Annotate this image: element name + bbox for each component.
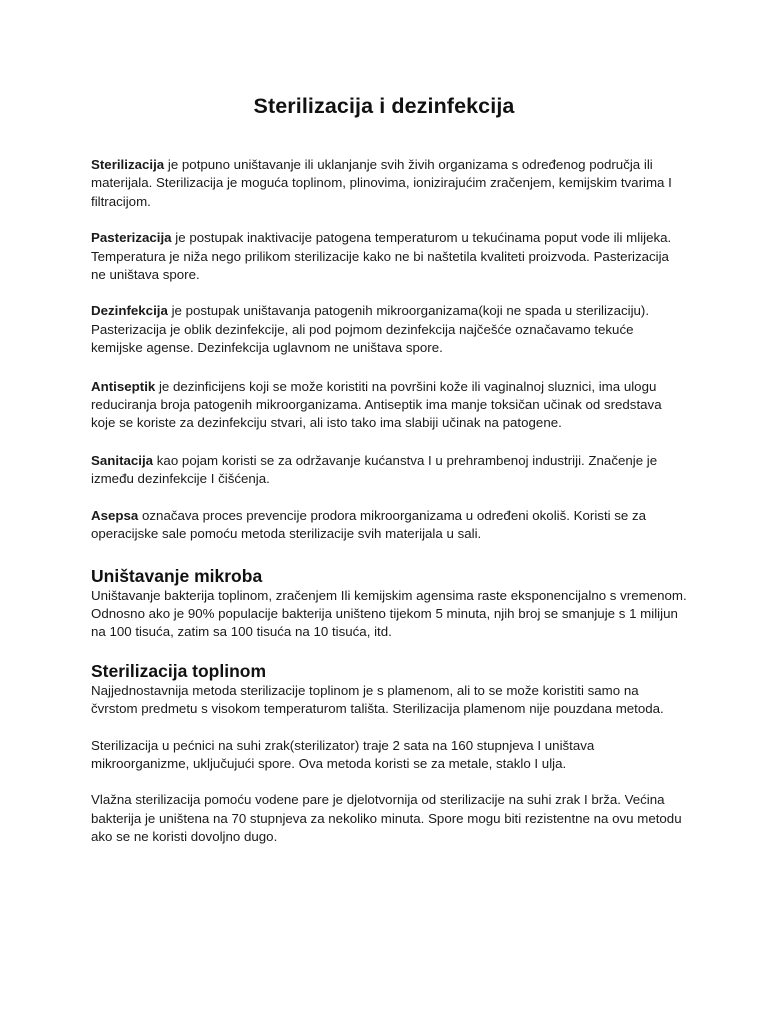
paragraph-sanitacija [91, 452, 687, 489]
paragraph-plamen: Najjednostavnija metoda sterilizacije toplinom je s plamenom, ali to se može koristiti samo na čvrstom predmetu s visokom temperaturom tališta. Sterilizacija plamenom nije pouzdana metoda. [91, 682, 664, 717]
paragraph-text: označava proces prevencije prodora mikroorganizama u određeni okoliš. Koristi se za operacijske sale pomoću metoda sterilizacije svih materijala u sali. [91, 507, 647, 542]
paragraph-text: kao pojam koristi se za održavanje kućanstva I u prehrambenoj industriji. Značenje je između dezinfekcije I čišćenja. [91, 452, 658, 487]
paragraph-text: je potpuno uništavanje ili uklanjanje svih živih organizama s određenog područja ili materijala. Sterilizacija je moguća toplinom, plinovima, ionizirajućim zračenjem, kemijskim tvarima I filtracijom. [91, 157, 672, 209]
heading-unistavanje-mikroba: Uništavanje mikroba [91, 565, 263, 586]
term-asepsa: Asepsa [91, 507, 139, 523]
paragraph-pasterizacija [91, 229, 687, 284]
paragraph-antiseptik [91, 378, 687, 433]
document-body [91, 156, 687, 847]
paragraph-sterilizacija [91, 156, 687, 211]
heading-sterilizacija-toplinom: Sterilizacija toplinom [91, 660, 267, 681]
paragraph-asepsa [91, 507, 687, 544]
term-sanitacija: Sanitacija [91, 452, 154, 468]
term-antiseptik: Antiseptik [91, 378, 156, 394]
paragraph-text: je dezinficijens koji se može koristiti na površini kože ili vaginalnoj sluznici, ima ulogu reduciranja broja patogenih mikroorganizama. Antiseptik ima manje toksičan učinak od sredstava koje se koriste za dezinfekciju stvari, ali isto tako ima slabiji učinak na patogene. [91, 378, 662, 431]
paragraph-text: je postupak uništavanja patogenih mikroorganizama(koji ne spada u sterilizaciju). Pasterizacija je oblik dezinfekcije, ali pod pojmom dezinfekcija najčešće označavamo tekuće kemijske agense. Dezinfekcija uglavnom ne uništava spore. [91, 303, 650, 356]
document-title: Sterilizacija i dezinfekcija [253, 94, 515, 118]
paragraph-text: je postupak inaktivacije patogena temperaturom u tekućinama poput vode ili mlijeka. Temperatura je niža nego prilikom sterilizacije kako ne bi naštetila kvaliteti proizvoda. Pasterizacija ne uništava spore. [91, 230, 672, 283]
term-pasterizacija: Pasterizacija [91, 230, 172, 246]
paragraph-suhi-zrak: Sterilizacija u pećnici na suhi zrak(sterilizator) traje 2 sata na 160 stupnjeva I uništava mikroorganizme, uključujući spore. Ova metoda koristi se za metale, staklo I ulja. [91, 737, 595, 771]
term-dezinfekcija: Dezinfekcija [91, 303, 168, 319]
paragraph-dezinfekcija [91, 302, 687, 357]
paragraph-vlazna-sterilizacija: Vlažna sterilizacija pomoću vodene pare je djelotvornija od sterilizacije na suhi zrak I brža. Većina bakterija je uništena na 70 stupnjeva za nekoliko minuta. Spore mogu biti rezistentne na ovu metodu ako se ne koristi dovoljno dugo. [91, 792, 682, 845]
term-sterilizacija: Sterilizacija [91, 157, 165, 172]
paragraph-unistavanje-mikroba: Uništavanje bakterija toplinom, zračenjem Ili kemijskim agensima raste eksponencijalno s vremenom. Odnosno ako je 90% populacije bakterija uništeno tijekom 5 minuta, njih broj se smanjuje s 1 milijun na 100 tisuća, zatim sa 100 tisuća na 10 tisuća, itd. [91, 587, 687, 640]
